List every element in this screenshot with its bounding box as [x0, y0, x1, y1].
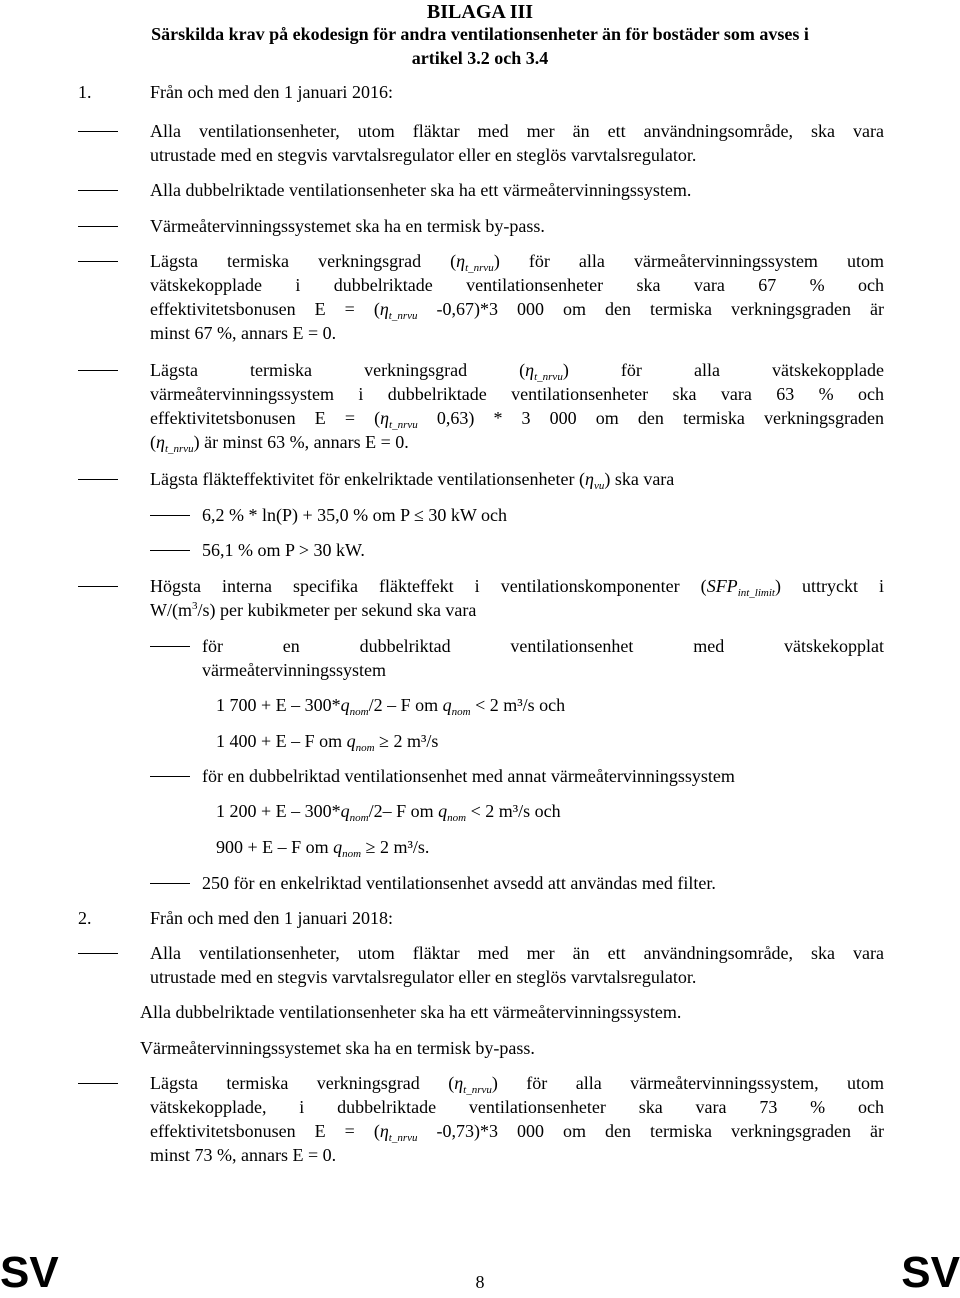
- s1-b7-line2: $W/(m^3/s)$ per kubikmeter per sekund ska vara: [150, 600, 477, 620]
- s1-b6-sub2: 56,1 % om P > 30 kW.: [202, 540, 365, 560]
- s1-b7-sub2: för en dubbelriktad ventilationsenhet med annat värmeåtervinningssystem: [202, 766, 735, 786]
- s2-b4-line1: Lägsta termiska verkningsgrad $(\eta_{t\_nrvu})$ för alla värmeåtervinningssystem, utom: [150, 1073, 884, 1096]
- bullet-dash: [78, 226, 118, 227]
- s1-b7-line1: Högsta interna specifika fläkteffekt i ventilationskomponenter $(SFP_{int\_limit})$ uttryckt i: [150, 576, 885, 599]
- sub-bullet-dash: [150, 550, 190, 551]
- s1-b7-sub1-line2: värmeåtervinningssystem: [202, 660, 386, 680]
- s2-b4-line3: effektivitetsbonusen $E = (\eta_{t\_nrvu}$ -0,73)*3 000 om den termiska verkningsgraden är: [150, 1121, 885, 1144]
- section2-heading: Från och med den 1 januari 2018:: [150, 908, 393, 928]
- bullet-dash: [78, 586, 118, 587]
- annex-subtitle-line2: artikel 3.2 och 3.4: [411, 48, 549, 68]
- section1-heading: Från och med den 1 januari 2016:: [150, 82, 393, 102]
- bullet-dash: [78, 131, 118, 132]
- language-code-right: SV: [901, 1248, 960, 1297]
- s1-b4-line1: Lägsta termiska verkningsgrad $(\eta_{t\_nrvu})$ för alla värmeåtervinningssystem utom: [150, 251, 885, 274]
- s1-b5-line4: $(\eta_{t\_nrvu})$ är minst 63 %, annars E = 0.: [150, 432, 409, 455]
- s1-b1-line1: Alla ventilationsenheter, utom fläktar med mer än ett användningsområde, ska vara: [150, 121, 884, 141]
- section2-number: 2.: [78, 908, 92, 928]
- sub-bullet-dash: [150, 646, 190, 647]
- section1-number: 1.: [78, 82, 92, 102]
- s2-p3: Värmeåtervinningssystemet ska ha en termisk by-pass.: [140, 1038, 535, 1058]
- formula-3: 1 $200 + E - 300*q_{nom}/2-$ F om $q_{nom} < 2$ m³/s och: [216, 801, 561, 824]
- s1-b4-line2: vätskekopplade i dubbelriktade ventilationsenheter ska vara 67 % och: [150, 275, 884, 295]
- bullet-dash: [78, 953, 118, 954]
- sub-bullet-dash: [150, 515, 190, 516]
- s1-b4-line4: minst 67 %, annars E = 0.: [150, 323, 337, 343]
- sub-bullet-dash: [150, 776, 190, 777]
- s1-b3: Värmeåtervinningssystemet ska ha en termisk by-pass.: [150, 216, 545, 236]
- s1-b7-sub1-line1: för en dubbelriktad ventilationsenhet med vätskekopplat: [202, 636, 884, 656]
- bullet-dash: [78, 479, 118, 480]
- s1-b5-line3: effektivitetsbonusen $E = (\eta_{t\_nrvu}$ 0,63) * 3 000 om den termiska verkningsgraden: [150, 408, 884, 431]
- page-number: 8: [475, 1272, 485, 1292]
- formula-4: 900 + E – F om $q_{nom} \ge 2$ m³/s.: [216, 837, 430, 860]
- sub-bullet-dash: [150, 883, 190, 884]
- s2-b4-line2: vätskekopplade, i dubbelriktade ventilationsenheter ska vara 73 % och: [150, 1097, 884, 1117]
- s2-p2: Alla dubbelriktade ventilationsenheter ska ha ett värmeåtervinningssystem.: [140, 1002, 682, 1022]
- bullet-dash: [78, 370, 118, 371]
- s1-b7-sub3: 250 för en enkelriktad ventilationsenhet avsedd att användas med filter.: [202, 873, 716, 893]
- s2-b4-line4: minst 73 %, annars E = 0.: [150, 1145, 337, 1165]
- formula-1: 1 $700 + E - 300*q_{nom}/2 - F$ om $q_{nom} < 2$ m³/s och: [216, 695, 566, 718]
- s1-b6: Lägsta fläkteffektivitet för enkelriktade ventilationsenheter $(\eta_{vu})$ ska vara: [150, 469, 675, 492]
- formula-2: 1 400 + E – F om $q_{nom} \ge 2$ m³/s: [216, 731, 439, 754]
- s1-b1-line2: utrustade med en stegvis varvtalsregulator eller en steglös varvtalsregulator.: [150, 145, 697, 165]
- bullet-dash: [78, 190, 118, 191]
- s1-b5-line1: Lägsta termiska verkningsgrad $(\eta_{t\_nrvu})$ för alla vätskekopplade: [150, 360, 884, 383]
- annex-title: BILAGA III: [426, 1, 534, 23]
- bullet-dash: [78, 261, 118, 262]
- s1-b6-sub1: 6,2 % * ln(P) + 35,0 % om P ≤ 30 kW och: [202, 505, 508, 525]
- s2-b1-line2: utrustade med en stegvis varvtalsregulator eller en steglös varvtalsregulator.: [150, 967, 697, 987]
- s1-b2: Alla dubbelriktade ventilationsenheter ska ha ett värmeåtervinningssystem.: [150, 180, 692, 200]
- bullet-dash: [78, 1083, 118, 1084]
- s1-b5-line2: värmeåtervinningssystem i dubbelriktade ventilationsenheter ska vara 63 % och: [150, 384, 884, 404]
- s2-b1-line1: Alla ventilationsenheter, utom fläktar med mer än ett användningsområde, ska vara: [150, 943, 884, 963]
- s1-b4-line3: effektivitetsbonusen $E = (\eta_{t\_nrvu}$ -0,67)*3 000 om den termiska verkningsgraden är: [150, 299, 885, 322]
- language-code-left: SV: [0, 1248, 59, 1297]
- annex-subtitle-line1: Särskilda krav på ekodesign för andra ventilationsenheter än för bostäder som avses i: [151, 24, 809, 44]
